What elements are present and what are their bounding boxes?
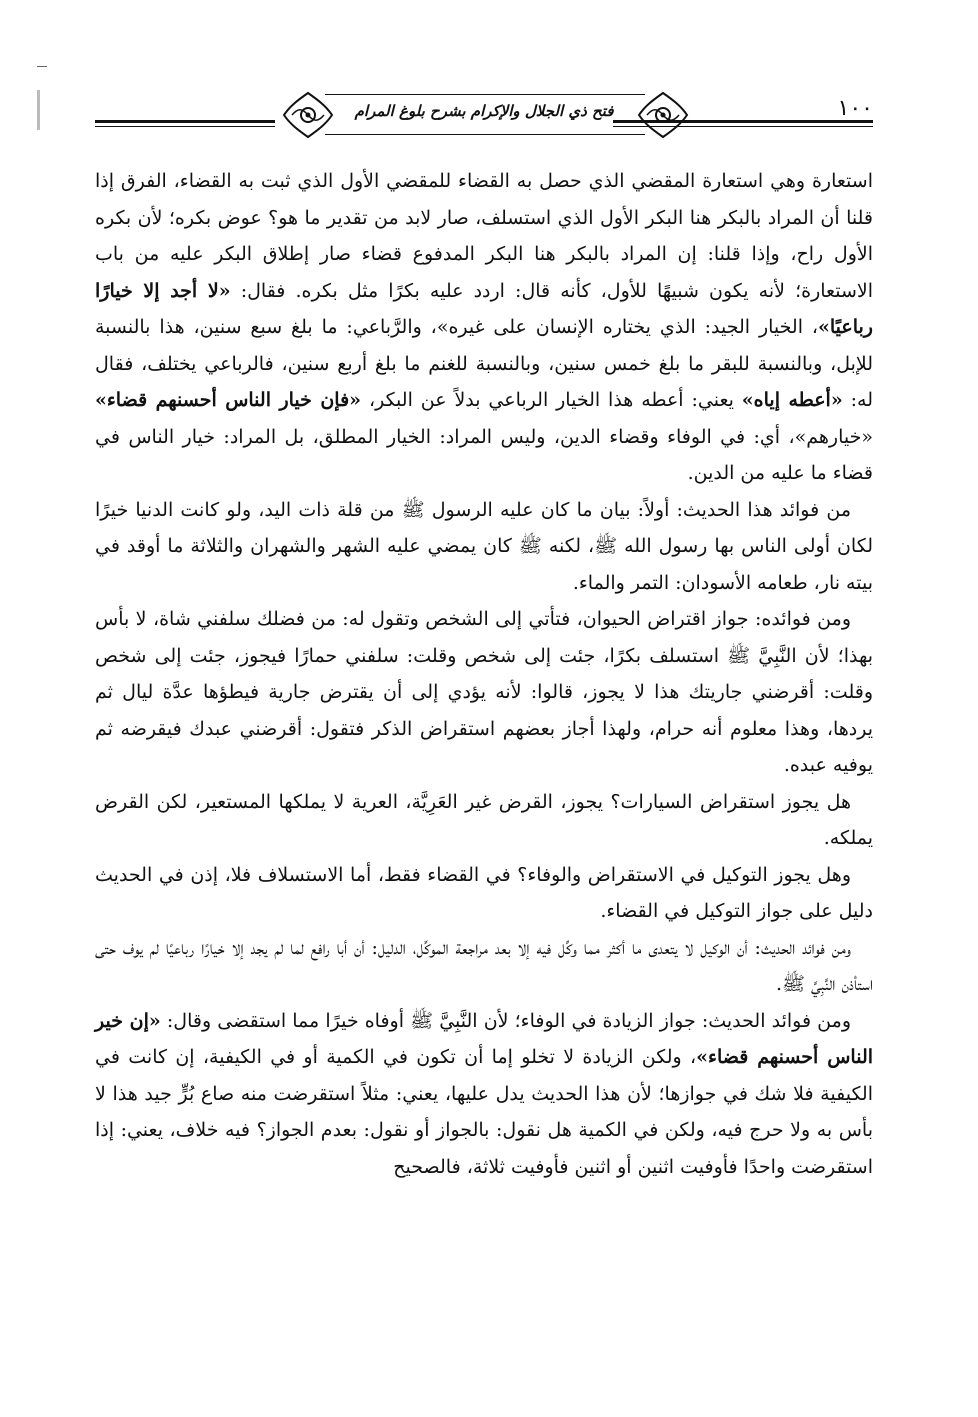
hadith-quote: «إن خير الناس أحسنهم قضاء» [95, 1009, 874, 1068]
scan-mark-bar [37, 90, 40, 130]
paragraph-2: من فوائد هذا الحديث: أولاً: بيان ما كان عليه الرسول ﷺ من قلة ذات اليد، ولو كانت الدنيا خيرًا لكان أولى الناس بها رسول الله ﷺ، لكنه ﷺ كان يمضي عليه الشهر والشهران والثلاثة ما أوقد في بيته نار، طعامه الأسودان: التمر والماء. [95, 498, 873, 594]
page-header [95, 90, 873, 140]
hadith-quote: «لا أجد إلا خيارًا رباعيًا» [95, 279, 873, 338]
ornament-right-icon [635, 90, 691, 140]
ornament-left-icon [280, 90, 336, 140]
page-number: ١٠٠ [837, 96, 873, 121]
paragraph-3: ومن فوائده: جواز اقتراض الحيوان، فتأتي إلى الشخص وتقول له: من فضلك سلفني شاة، لا بأس بهذا؛ لأن النَّبِيَّ ﷺ استسلف بكرًا، جئت إلى شخص وقلت: سلفني حمارًا فيجوز، جئت إلى شخص وقلت: أقرضني جاريتك هذا لا يجوز، قالوا: لأنه يؤدي إلى أن يقترض جارية فيطؤها عدَّة ليال ثم يردها، وهذا معلوم أنه حرام، ولهذا أجاز بعضهم استقراض الذكر فتقول: أقرضني عبدك فيقرضه ثم يوفيه عبده. [95, 608, 873, 776]
paragraph-4: هل يجوز استقراض السيارات؟ يجوز، القرض غير العَرِيَّة، العرية لا يملكها المستعير، لكن القرض يملكه. [95, 790, 873, 849]
paragraph-7: ومن فوائد الحديث: جواز الزيادة في الوفاء؛ لأن النَّبِيَّ ﷺ أوفاه خيرًا مما استقضى وقال: «إن خير الناس أحسنهم قضاء»، ولكن الزيادة لا تخلو إما أن تكون في الكمية أو في الكيفية، إن كانت في الكيفية فلا شك في جوازها؛ لأن هذا الحديث يدل عليها، يعني: مثلاً استقرضت منه صاع بُرٍّ جيد هذا لا بأس به ولا حرج فيه، ولكن في الكمية هل نقول: بالجواز أو نقول: بعدم الجواز؟ فيه خلاف، يعني: إذا استقرضت واحدًا فأوفيت اثنين أو اثنين فأوفيت ثلاثة، فالصحيح [95, 1009, 874, 1178]
header-rule-top [325, 94, 645, 95]
header-rule-left-thin [95, 126, 275, 127]
hadith-quote: «فإن خيار الناس أحسنهم قضاء» [95, 389, 362, 411]
header-rule-left [95, 120, 275, 123]
scan-mark-dash [37, 66, 47, 67]
book-title: فتح ذي الجلال والإكرام بشرح بلوغ المرام [354, 102, 614, 120]
header-rule-bottom [325, 134, 645, 135]
paragraph-5: وهل يجوز التوكيل في الاستقراض والوفاء؟ في القضاء فقط، أما الاستسلاف فلا، إذن في الحديث دليل على جواز التوكيل في القضاء. [95, 863, 873, 922]
paragraph-1: استعارة وهي استعارة المقضي الذي حصل به القضاء للمقضي الأول الذي ثبت به القضاء، الفرق إذا قلنا أن المراد بالبكر هنا البكر الأول الذي استسلف، صار لابد من تقدير ما هو؟ عوض بكره؛ لأن بكره الأول راح، وإذا قلنا: إن المراد بالبكر هنا البكر المدفوع قضاء صار إطلاق البكر عليه من باب الاستعارة؛ لأنه يكون شبيهًا للأول، كأنه قال: اردد عليه بكرًا مثل بكره. فقال: «لا أجد إلا خيارًا رباعيًا»، الخيار الجيد: الذي يختاره الإنسان على غيره»، والرَّباعي: ما بلغ سبع سنين، هذا بالنسبة للإبل، وبالنسبة للبقر ما بلغ خمس سنين، وبالنسبة للغنم ما بلغ أربع سنين، فالرباعي يختلف، فقال له: «أعطه إياه» يعني: أعطه هذا الخيار الرباعي بدلاً عن البكر، «فإن خيار الناس أحسنهم قضاء» «خيارهم»، أي: في الوفاء وقضاء الدين، وليس المراد: الخيار المطلق، بل المراد: خيار الناس في قضاء ما عليه من الدين. [95, 170, 873, 484]
paragraph-6: ومن فوائد الحديث: أن الوكيل لا يتعدى ما أكثر مما وكِّل فيه إلا بعد مراجعة الموكِّل، الدليل: أن أبا رافع لما لم يجد إلا خيارًا رباعيًا لم يوف حتى استأذن النَّبِيَّ ﷺ. [95, 936, 873, 995]
hadith-quote: «أعطه إياه» [741, 389, 843, 411]
page-text [95, 163, 873, 1185]
